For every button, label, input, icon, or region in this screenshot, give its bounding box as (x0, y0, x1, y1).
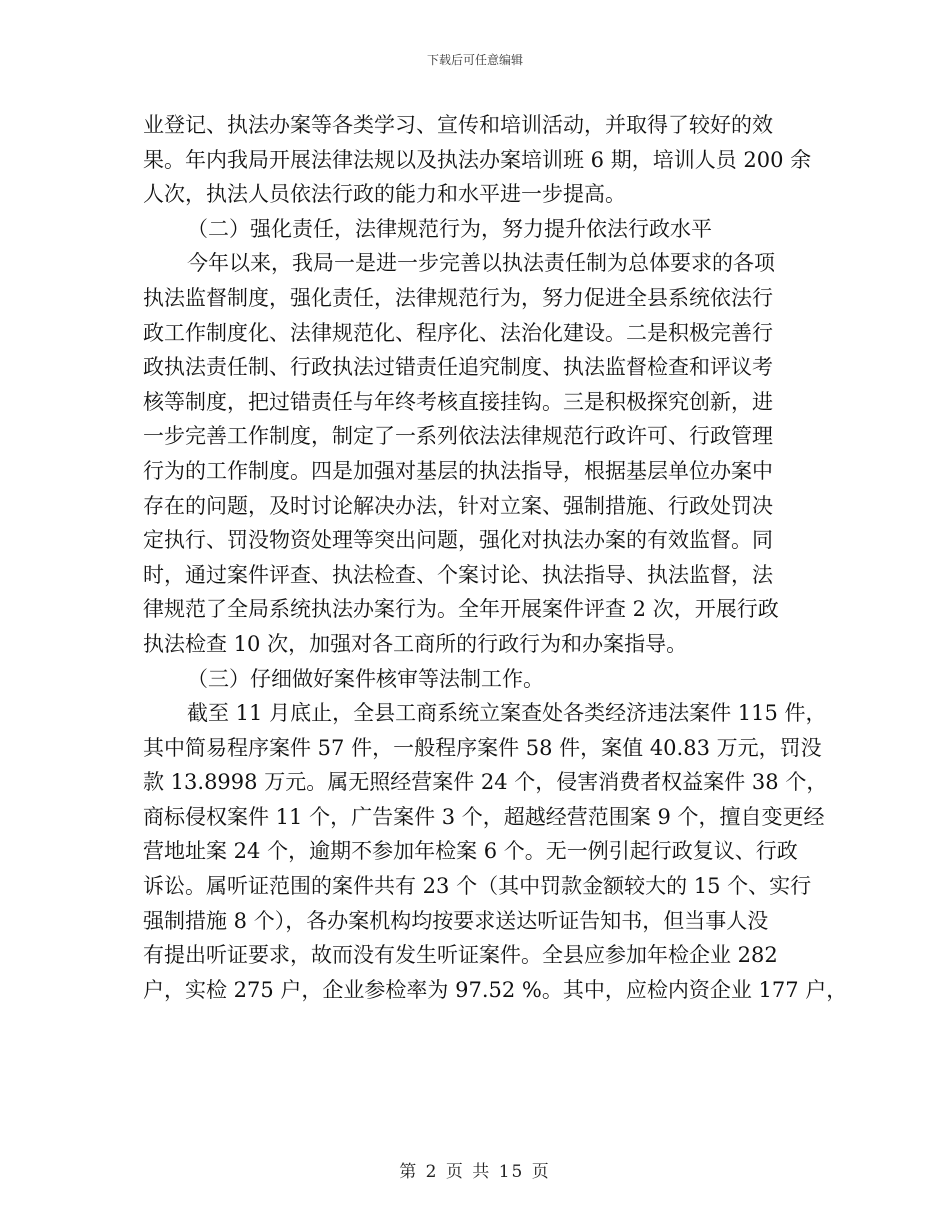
text-line: 户，实检 275 户，企业参检率为 97.52 %。其中，应检内资企业 177 户， (143, 977, 848, 1002)
section-heading: （二）强化责任，法律规范行为，努力提升依法行政水平 (187, 216, 712, 241)
text-line: 执法检查 10 次，加强对各工商所的行政行为和办案指导。 (143, 631, 688, 656)
text-line: 强制措施 8 个），各办案机构均按要求送达听证告知书，但当事人没 (143, 908, 769, 933)
text-line: 时，通过案件评查、执法检查、个案讨论、执法指导、执法监督，法 (143, 562, 773, 587)
text-line: 截至 11 月底止，全县工商系统立案查处各类经济违法案件 115 件， (187, 701, 827, 726)
text-line: 政执法责任制、行政执法过错责任追究制度、执法监督检查和评议考 (143, 355, 773, 380)
text-line: 营地址案 24 个，逾期不参加年检案 6 个。无一例引起行政复议、行政 (143, 839, 798, 864)
text-line: 今年以来，我局一是进一步完善以执法责任制为总体要求的各项 (187, 251, 775, 276)
text-line: 诉讼。属听证范围的案件共有 23 个（其中罚款金额较大的 15 个、实行 (143, 874, 812, 899)
text-line: 款 13.8998 万元。属无照经营案件 24 个，侵害消费者权益案件 38 个， (143, 770, 828, 795)
text-line: 人次，执法人员依法行政的能力和水平进一步提高。 (143, 182, 626, 207)
text-line: 定执行、罚没物资处理等突出问题，强化对执法办案的有效监督。同 (143, 528, 773, 553)
text-line: 其中简易程序案件 57 件，一般程序案件 58 件，案值 40.83 万元，罚没 (143, 735, 822, 760)
page-number: 第 2 页 共 15 页 (399, 1162, 551, 1182)
text-line: 商标侵权案件 11 个，广告案件 3 个，超越经营范围案 9 个，擅自变更经 (143, 804, 825, 829)
document-body (143, 108, 848, 1007)
page-header-note: 下载后可任意编辑 (426, 53, 523, 67)
text-line: 律规范了全局系统执法办案行为。全年开展案件评查 2 次，开展行政 (143, 597, 779, 622)
section-heading: （三）仔细做好案件核审等法制工作。 (187, 666, 544, 691)
text-line: 一步完善工作制度，制定了一系列依法法律规范行政许可、行政管理 (143, 424, 773, 449)
text-line: 有提出听证要求，故而没有发生听证案件。全县应参加年检企业 282 (143, 943, 778, 968)
text-line: 行为的工作制度。四是加强对基层的执法指导，根据基层单位办案中 (143, 458, 773, 483)
text-line: 政工作制度化、法律规范化、程序化、法治化建设。二是积极完善行 (143, 320, 773, 345)
text-line: 核等制度，把过错责任与年终考核直接挂钩。三是积极探究创新，进 (143, 389, 773, 414)
text-line: 业登记、执法办案等各类学习、宣传和培训活动，并取得了较好的效 (143, 113, 773, 137)
text-line: 果。年内我局开展法律法规以及执法办案培训班 6 期，培训人员 200 余 (143, 147, 812, 172)
text-line: 存在的问题，及时讨论解决办法，针对立案、强制措施、行政处罚决 (143, 493, 773, 518)
text-line: 执法监督制度，强化责任，法律规范行为，努力促进全县系统依法行 (143, 285, 773, 310)
